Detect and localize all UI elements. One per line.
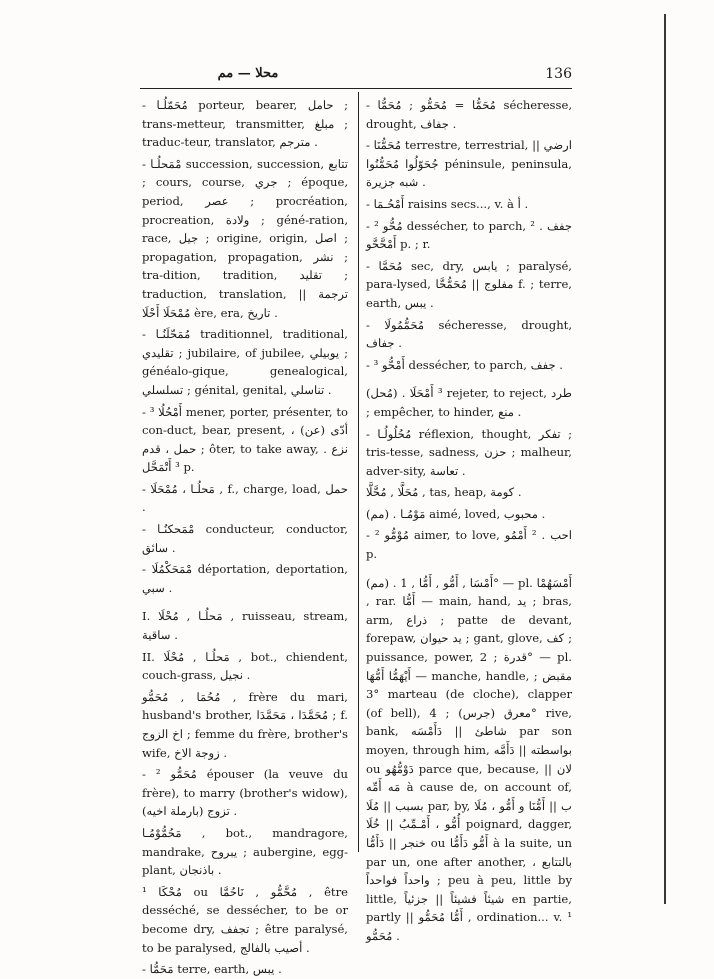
dictionary-entry: - مَحَمُّا terre, earth, يبس . (142, 962, 282, 977)
dictionary-entry: - مَحلُـا ، مُمْحَلَا , f., charge, load, حمل . (142, 481, 349, 515)
dictionary-entry: - مْمَحَكْمُلَا déportation, deportation, سبي . (142, 562, 348, 595)
dictionary-entry: - مُحُلُولُـا réflexion, thought, تفكر ; tris-tesse, sadness, حزن ; malheur, adver-sity, تعاسة . (366, 426, 572, 478)
dictionary-entry: - ³ أَمْحُّو dessécher, to parch, جفف . (366, 357, 563, 372)
dictionary-entry: - ² مُحُّو dessécher, to parch, جفف . ² أَمْحَّحَّو p. ; r. (366, 218, 572, 252)
right-column (366, 96, 572, 946)
dictionary-entry: - مُحَمُّنَا terrestre, terrestrial, ارضي || جُحَوّلُوا مُحَمُّنُوا péninsule, peninsula, شبه جزيرة . (366, 138, 572, 190)
dictionary-entry: ¹ مُحْكَا ou مُحَّمُّو , نَاحُمَّا , être desséché, se dessécher, to be or become dry, تجفف ; être paralysé, to be paralysed, أصيب بالفالج . (142, 884, 348, 955)
page-number: 136 (545, 66, 572, 82)
left-column (142, 96, 348, 979)
dictionary-entry: II. مَحلُـا , مُحْلَا , bot., chiendent, couch-grass, نجيل . (142, 649, 348, 683)
dictionary-entry: - مُحَمَّا sec, dry, يابس ; paralysé, para-lysed, مفلوج || مُحَمُّحَّا f. ; terre, earth, يبس . (366, 258, 572, 310)
dictionary-entry: - أَمْحُـمَا raisins secs..., v. à أ . (366, 196, 529, 211)
dictionary-entry: - مْمَحكنُـا conducteur, conductor, سائق . (142, 522, 348, 555)
dictionary-entry: - مُحَمُّمُولَا sécheresse, drought, جفاف . (366, 317, 573, 351)
dictionary-entry: - ² مُوْمُّو aimer, to love, احب . ² أَمْمُو p. (366, 528, 573, 562)
dictionary-entry: - ² مُحَمُّو épouser (la veuve du frère), to marry (brother's widow), تزوج (بارملة اخيه) . (142, 767, 348, 819)
gutter-line (664, 14, 666, 904)
dictionary-entry: - ³ أَمْحُلُا mener, porter, présenter, to con-duct, bear, present, أدّى (عن) ، حمل ، قدم ; ôter, to take away, نزع . ³ أَتْمَحَّل p. (142, 404, 348, 475)
dictionary-entry: مُحَلَّا , مُحَّلَّا , tas, heap, كومة . (366, 485, 522, 500)
dictionary-entry: مُحُمَا , مُحَمُّو , frère du mari, husband's brother, مُحَمَّدَا ، مَحَمَّدَا ; f. اخ الزوج ; femme du frère, brother's wife, زوجة الاخ . (142, 689, 348, 760)
running-title: محلا — مم (217, 66, 279, 81)
column-divider (358, 92, 359, 852)
dictionary-entry: (مم) . أَمْسَا , أَمُّو , أَمُّا , 1° — pl. أَمْسَهُمْا , rar. أَمُّا — main, hand, يد ; bras, arm, ذراع ; patte de devant, forepaw, يد حيوان ; gant, glove, كف ; puissance, power, قدرة ; 2° — pl. أَيْهَمُّا أَمُّهَا — manche, handle, مقبض ; 3° marteau (de cloche), clapper (of bell), معرق (جرس) ; 4° rive, bank, شاطئ || دَأَمْسَه par son moyen, through him, بواسطته || دَأَمَّه ou دَوْمُّهُو parce que, because, لان || مَه أَمِّه à cause de, on account of, بسبب || مُلَا par, by, ب || أَمُّنَا و أَمُّو ، مُلَا أُمُّو ، أَمْـمِّبُ || خُلَا poignard, dagger, خنجر || دَأَمُّا ou أَمُّو دَأَمُّا à la suite, un par un, one after another, بالتتابع ، واحداً فواحداً ; peu à peu, little by little, شيئاً فشيئاً || جزئياً en partie, partly || أَمُّا مُحَمُّو , ordination... v. ¹ مُحَمُّو . (366, 575, 573, 943)
page-header (140, 66, 572, 88)
header-rule (140, 88, 572, 89)
dictionary-entry: - مُحَمّلُـا porteur, bearer, حامل ; trans-metteur, transmitter, مبلغ ; traduc-teur, translator, مترجم . (142, 98, 349, 150)
dictionary-entry: - مُمَحّلَنُـا traditionnel, traditional, تقليدي ; jubilaire, of jubilee, يوبيلي ; généalo-gique, genealogical, تسلسلي ; génital, genital, تناسلي . (142, 327, 348, 397)
dictionary-entry: - مْمَحلُـا succession, succession, تتابع ; cours, course, جري ; époque, period, عصر ; procréation, procreation, ولادة ; géné-ration, race, جيل ; origine, origin, اصل ; propagation, propagation, نشر ; tra-dition, tradition, تقليد ; traduction, translation, ترجمة || مُمْحَلَا أَحْلَا ère, era, تاريخ . (142, 156, 349, 320)
dictionary-entry: (مم) . مَوْمُـا aimé, loved, محبوب . (366, 506, 546, 521)
dictionary-entry: - مُحَمُّا = مُحَمُّو ; مُحَمُّا sécheresse, drought, جفاف . (366, 98, 573, 131)
dictionary-entry: مَحُمُّوْمُـا , bot., mandragore, mandrake, يبروح ; aubergine, egg-plant, باذنجان . (142, 825, 348, 878)
dictionary-entry: I. مَحلُـا , مُحْلَا , ruisseau, stream, ساقية . (142, 609, 348, 643)
dictionary-entry: (مُحل) . ³ أَمْحَلَا rejeter, to reject, طرد ; empêcher, to hinder, منع . (366, 386, 572, 419)
